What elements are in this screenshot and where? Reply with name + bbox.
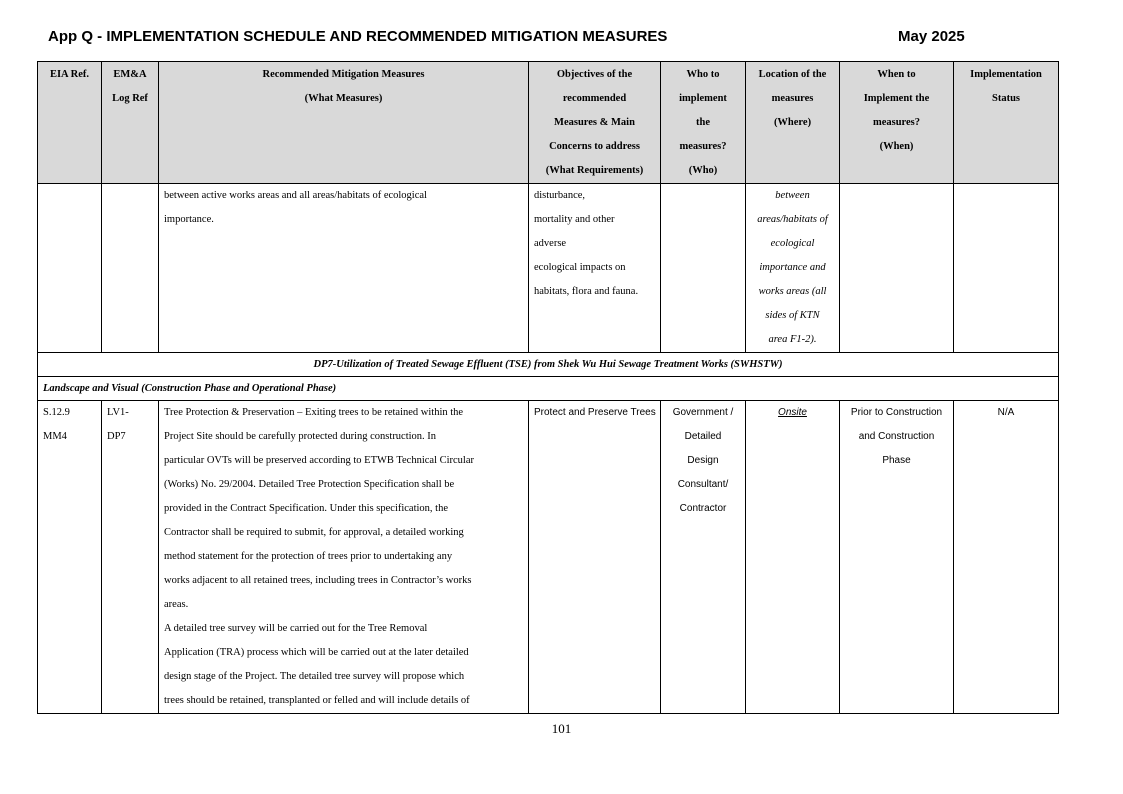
col-header-log-ref: EM&A Log Ref bbox=[102, 62, 159, 184]
col-header-location: Location of the measures (Where) bbox=[746, 62, 840, 184]
cell-log-ref bbox=[102, 184, 159, 353]
section-heading-row bbox=[38, 353, 1059, 377]
cell-log-ref: LV1- DP7 bbox=[102, 401, 159, 714]
cell-eia-ref bbox=[38, 184, 102, 353]
cell-who bbox=[661, 184, 746, 353]
cell-location: Onsite bbox=[746, 401, 840, 714]
col-header-status: Implementation Status bbox=[954, 62, 1059, 184]
cell-eia-ref: S.12.9 MM4 bbox=[38, 401, 102, 714]
subsection-heading: Landscape and Visual (Construction Phase and Operational Phase) bbox=[38, 377, 1059, 401]
cell-status bbox=[954, 184, 1059, 353]
page-title: App Q - IMPLEMENTATION SCHEDULE AND RECOMMENDED MITIGATION MEASURES bbox=[48, 28, 668, 45]
cell-location: between areas/habitats of ecological importance and works areas (all sides of KTN area F1-2). bbox=[746, 184, 840, 353]
cell-objectives: disturbance, mortality and other adverse ecological impacts on habitats, flora and fauna. bbox=[529, 184, 661, 353]
implementation-schedule-table bbox=[37, 61, 1059, 714]
cell-measures: Tree Protection & Preservation – Exiting trees to be retained within the Project Site should be carefully protected during construction. In particular OVTs will be preserved according to ETWB Technical Circular (Works) No. 29/2004. Detailed Tree Protection Specification shall be provided in the Contract Specification. Under this specification, the Contractor shall be required to submit, for approval, a detailed working method statement for the protection of trees prior to undertaking any works adjacent to all retained trees, including trees in Contractor’s works areas. A detailed tree survey will be carried out for the Tree Removal Application (TRA) process which will be carried out at the later detailed design stage of the Project. The detailed tree survey will propose which trees should be retained, transplanted or felled and will include details of bbox=[159, 401, 529, 714]
cell-objectives: Protect and Preserve Trees bbox=[529, 401, 661, 714]
table-row-continued bbox=[38, 184, 1059, 353]
cell-when bbox=[840, 184, 954, 353]
cell-when: Prior to Construction and Construction Phase bbox=[840, 401, 954, 714]
section-heading: DP7-Utilization of Treated Sewage Effluent (TSE) from Shek Wu Hui Sewage Treatment Works (SWHSTW) bbox=[38, 353, 1059, 377]
col-header-measures: Recommended Mitigation Measures (What Measures) bbox=[159, 62, 529, 184]
col-header-when: When to Implement the measures? (When) bbox=[840, 62, 954, 184]
table-header-row bbox=[38, 62, 1059, 184]
page-number: 101 bbox=[551, 721, 572, 736]
col-header-objectives: Objectives of the recommended Measures & Main Concerns to address (What Requirements) bbox=[529, 62, 661, 184]
cell-who: Government / Detailed Design Consultant/ Contractor bbox=[661, 401, 746, 714]
cell-measures: between active works areas and all areas/habitats of ecological importance. bbox=[159, 184, 529, 353]
subsection-heading-row bbox=[38, 377, 1059, 401]
col-header-who: Who to implement the measures? (Who) bbox=[661, 62, 746, 184]
document-date: May 2025 bbox=[898, 28, 965, 45]
table-row bbox=[38, 401, 1059, 714]
cell-status: N/A bbox=[954, 401, 1059, 714]
col-header-eia-ref: EIA Ref. bbox=[38, 62, 102, 184]
